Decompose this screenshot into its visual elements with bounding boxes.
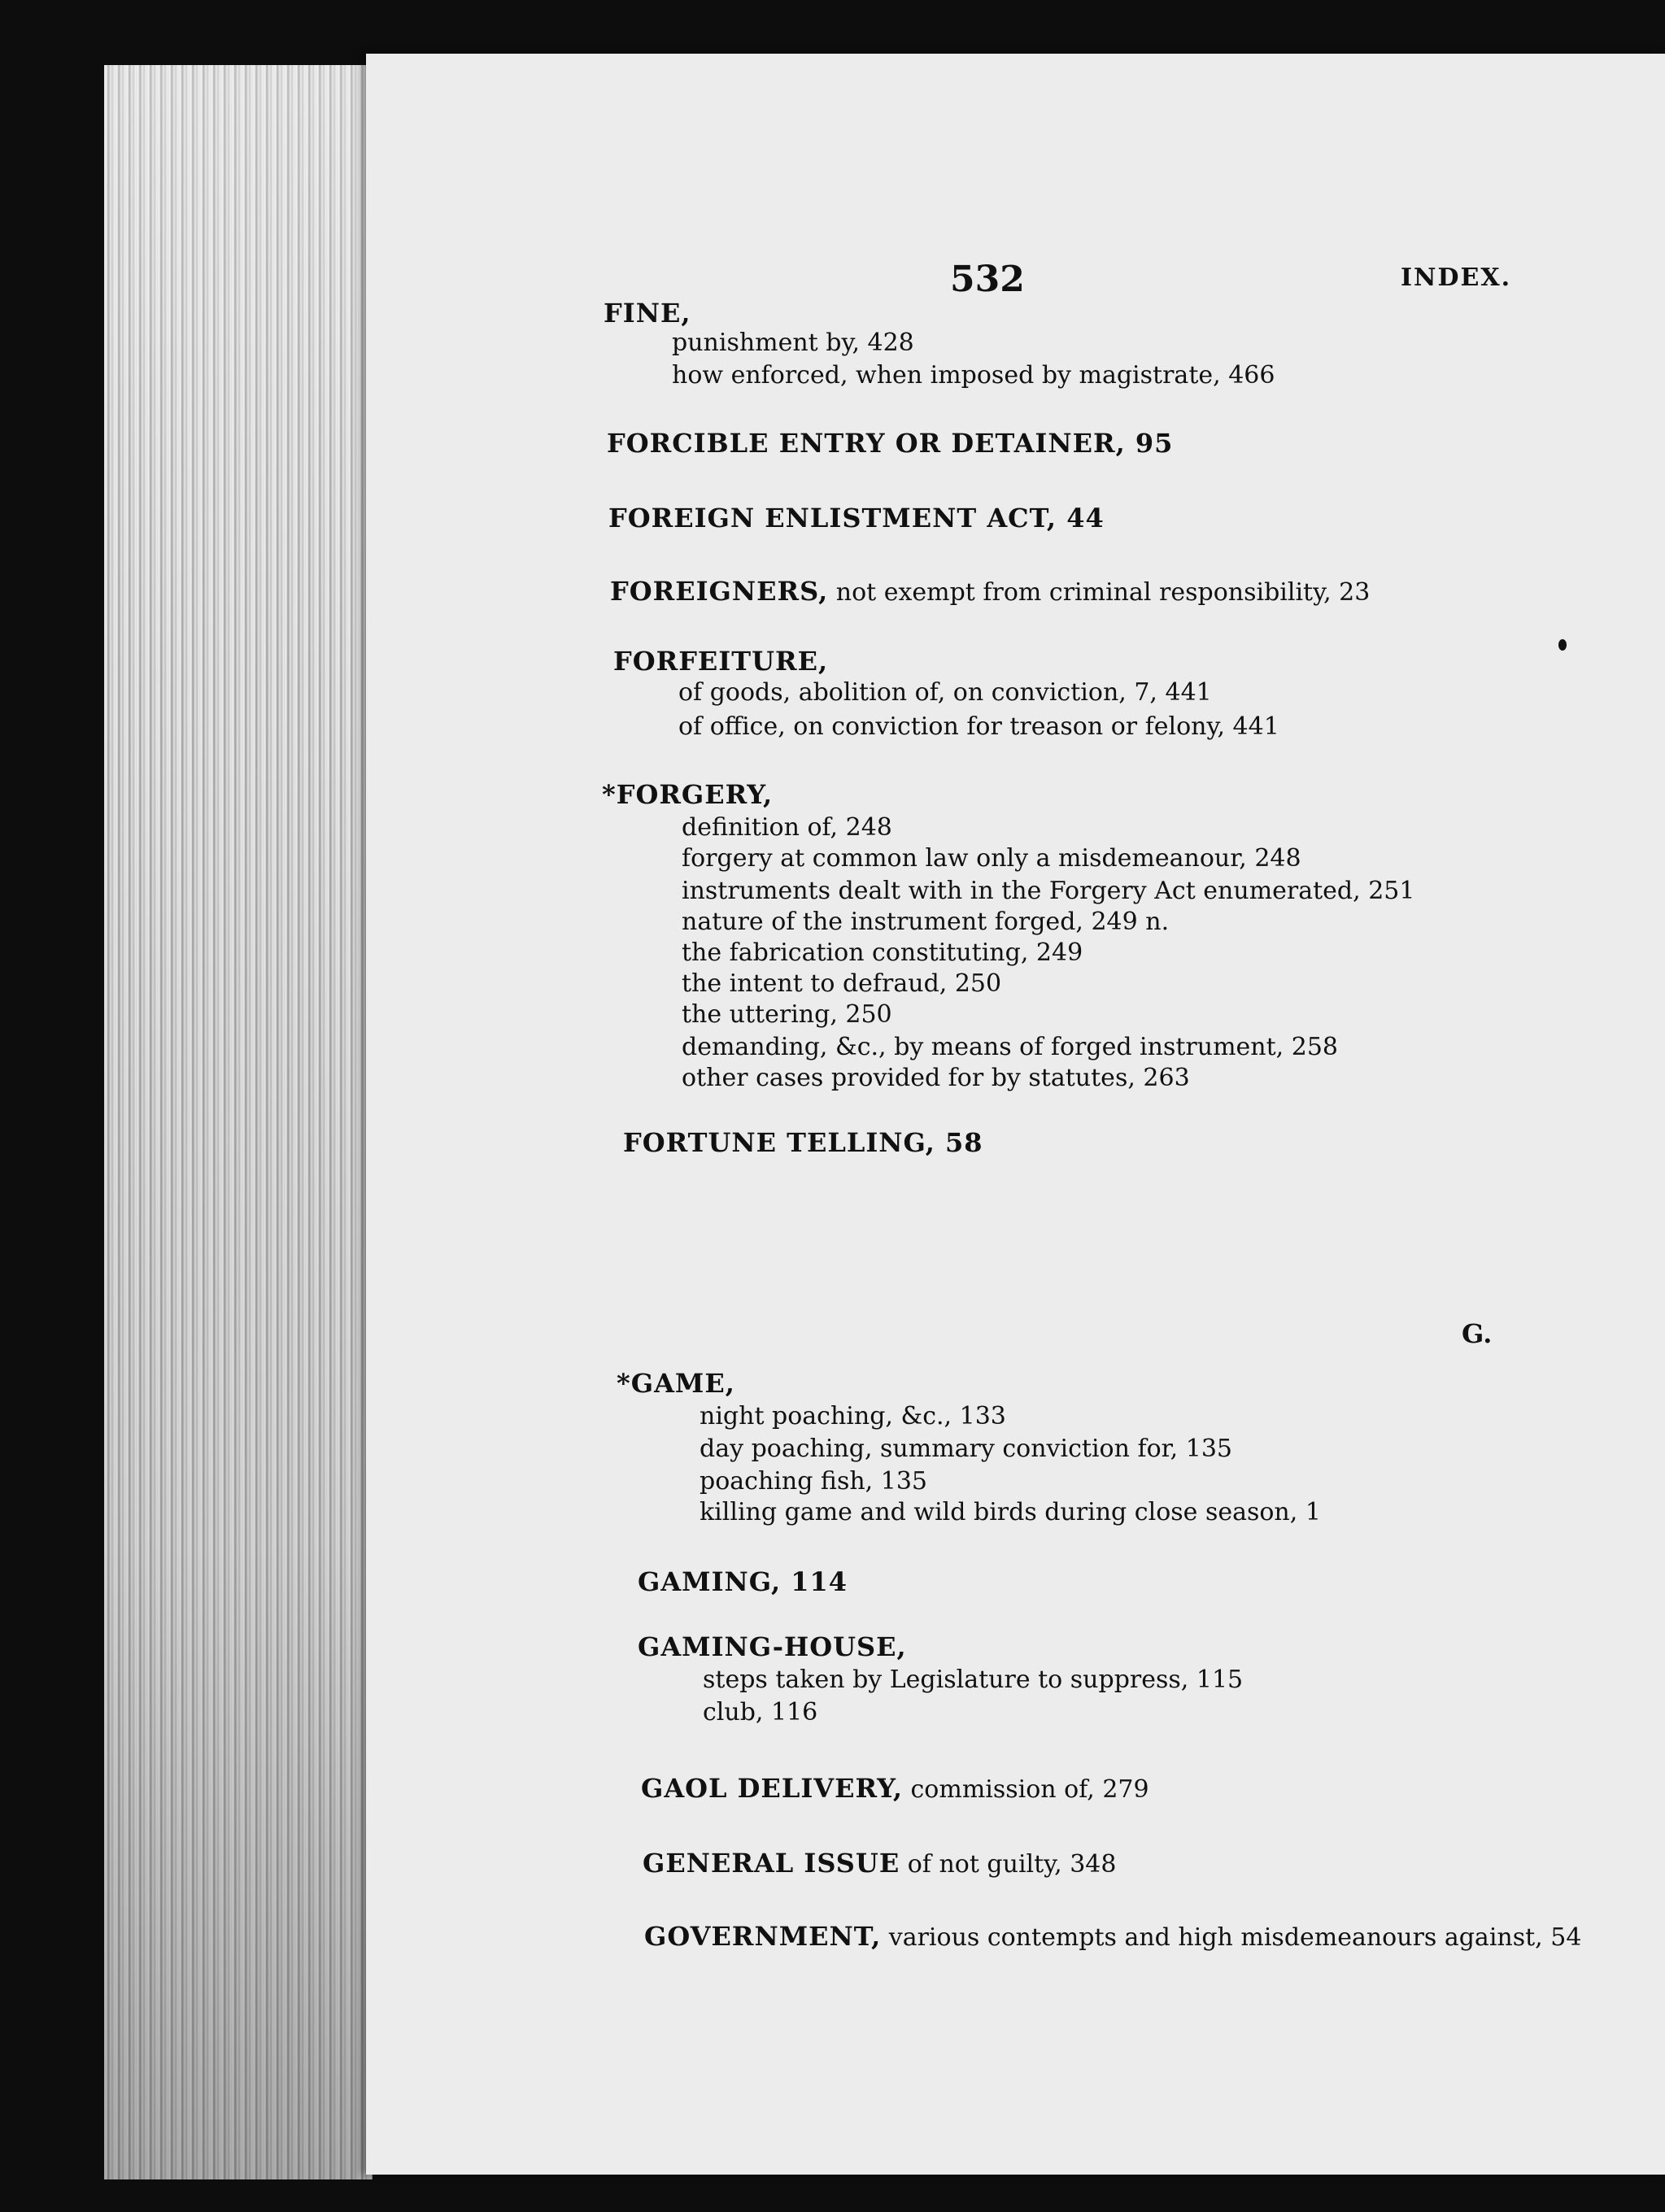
index-subentry: punishment by, 428 — [672, 329, 914, 357]
index-subentry: how enforced, when imposed by magistrate, 466 — [672, 361, 1275, 390]
page-number: 532 — [950, 259, 1025, 300]
index-subentry: the intent to defraud, 250 — [682, 969, 1002, 998]
entry-term: GAMING, 114 — [638, 1566, 848, 1597]
entry-reference: commission of, 279 — [902, 1775, 1149, 1804]
index-entry-heading — [641, 1773, 1149, 1804]
entry-term: *FORGERY, — [602, 779, 774, 810]
index-entry-heading — [608, 503, 1105, 533]
index-entry-heading — [604, 298, 691, 329]
running-head: INDEX. — [1401, 263, 1512, 292]
index-subentry: forgery at common law only a misdemeanour, 248 — [682, 844, 1301, 873]
index-entry-heading — [644, 1921, 1581, 1952]
entry-term: GOVERNMENT, — [644, 1921, 882, 1952]
entry-term: FORCIBLE ENTRY OR DETAINER, 95 — [607, 428, 1174, 459]
entry-reference: not exempt from criminal responsibility, 23 — [828, 578, 1371, 607]
index-entry-heading — [607, 428, 1173, 459]
index-subentry: poaching fish, 135 — [700, 1467, 927, 1496]
entry-term: *GAME, — [617, 1368, 735, 1399]
index-subentry: definition of, 248 — [682, 813, 892, 842]
index-subentry: of office, on conviction for treason or felony, 441 — [678, 712, 1279, 741]
entry-term: FORFEITURE, — [613, 646, 829, 677]
entry-term: FOREIGNERS, — [610, 576, 829, 607]
entry-term: GAOL DELIVERY, — [641, 1773, 903, 1804]
index-subentry: day poaching, summary conviction for, 135 — [700, 1435, 1233, 1463]
index-entry-heading — [638, 1566, 848, 1597]
index-entry-heading — [602, 779, 773, 810]
index-page — [366, 54, 1665, 2175]
index-subentry: other cases provided for by statutes, 263 — [682, 1064, 1190, 1092]
index-entry-heading — [643, 1848, 1116, 1879]
index-entry-heading — [617, 1368, 735, 1399]
entry-term: FOREIGN ENLISTMENT ACT, 44 — [608, 503, 1105, 533]
stray-mark — [1558, 639, 1567, 651]
entry-term: FORTUNE TELLING, 58 — [623, 1127, 983, 1158]
index-subentry: killing game and wild birds during close season, 1 — [700, 1498, 1321, 1526]
section-letter: G. — [1462, 1318, 1493, 1349]
index-subentry: the fabrication constituting, 249 — [682, 938, 1083, 967]
index-subentry: instruments dealt with in the Forgery Act enumerated, 251 — [682, 877, 1415, 905]
index-subentry: nature of the instrument forged, 249 n. — [682, 908, 1170, 936]
entry-term: GAMING-HOUSE, — [638, 1631, 907, 1662]
index-subentry: steps taken by Legislature to suppress, 115 — [703, 1666, 1244, 1694]
index-subentry: of goods, abolition of, on conviction, 7, 441 — [678, 678, 1212, 707]
index-entry-heading — [623, 1127, 983, 1158]
page-edges-shade — [104, 65, 373, 2179]
index-entry-heading — [610, 576, 1370, 607]
index-entry-heading — [638, 1631, 907, 1662]
index-entry-heading — [613, 646, 828, 677]
entry-reference: various contempts and high misdemeanours against, 54 — [881, 1923, 1582, 1952]
index-subentry: club, 116 — [703, 1698, 818, 1726]
entry-term: FINE, — [604, 298, 691, 329]
entry-term: GENERAL ISSUE — [643, 1848, 900, 1879]
entry-reference: of not guilty, 348 — [900, 1850, 1117, 1879]
index-subentry: demanding, &c., by means of forged instrument, 258 — [682, 1033, 1338, 1061]
index-subentry: night poaching, &c., 133 — [700, 1402, 1006, 1430]
index-subentry: the uttering, 250 — [682, 1000, 892, 1029]
